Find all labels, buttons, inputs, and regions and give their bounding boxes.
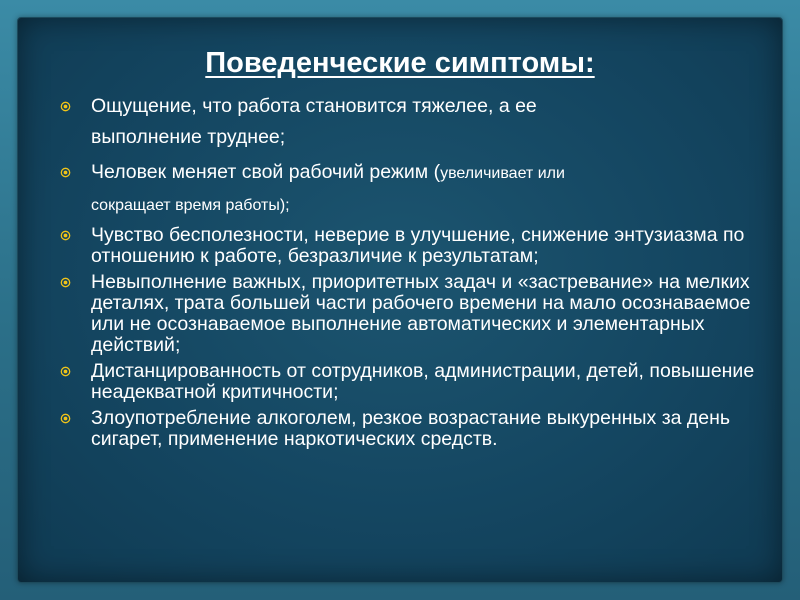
list-item xyxy=(58,225,783,267)
list-item xyxy=(58,272,783,356)
list-item-text: Дистанцированность от сотрудников, администрации, детей, повышение неадекватной критичности; xyxy=(91,360,755,403)
list-item xyxy=(58,361,783,403)
bullet-list xyxy=(58,91,783,455)
circle-bullet-icon xyxy=(60,167,71,178)
circle-bullet-icon xyxy=(60,413,71,424)
list-item-small-text: сокращает время работы); xyxy=(91,197,290,214)
list-item-text: выполнение труднее; xyxy=(91,126,286,148)
circle-bullet-icon xyxy=(60,277,71,288)
circle-bullet-icon xyxy=(60,366,71,377)
content-frame xyxy=(17,17,783,583)
circle-bullet-icon xyxy=(60,101,71,112)
list-item xyxy=(58,91,783,153)
list-item xyxy=(58,408,783,450)
list-item-text: Невыполнение важных, приоритетных задач и «застревание» на мелких деталях, трата большей части рабочего времени на мало осознаваемое или не осознаваемое выполнение автоматических и элементарных действий; xyxy=(91,271,751,356)
list-item-text: Злоупотребление алкоголем, резкое возрастание выкуренных за день сигарет, применение наркотических средств. xyxy=(91,407,731,450)
list-item-text: Человек меняет свой рабочий режим ( xyxy=(91,161,441,183)
list-item-small-text: увеличивает или xyxy=(440,165,565,182)
list-item-text: Ощущение, что работа становится тяжелее, а ее xyxy=(91,95,537,117)
list-item-text: Чувство бесполезности, неверие в улучшение, снижение энтузиазма по отношению к работе, безразличие к результатам; xyxy=(91,224,745,267)
list-item xyxy=(58,157,783,221)
slide-title: Поведенческие симптомы: xyxy=(205,47,595,79)
circle-bullet-icon xyxy=(60,230,71,241)
